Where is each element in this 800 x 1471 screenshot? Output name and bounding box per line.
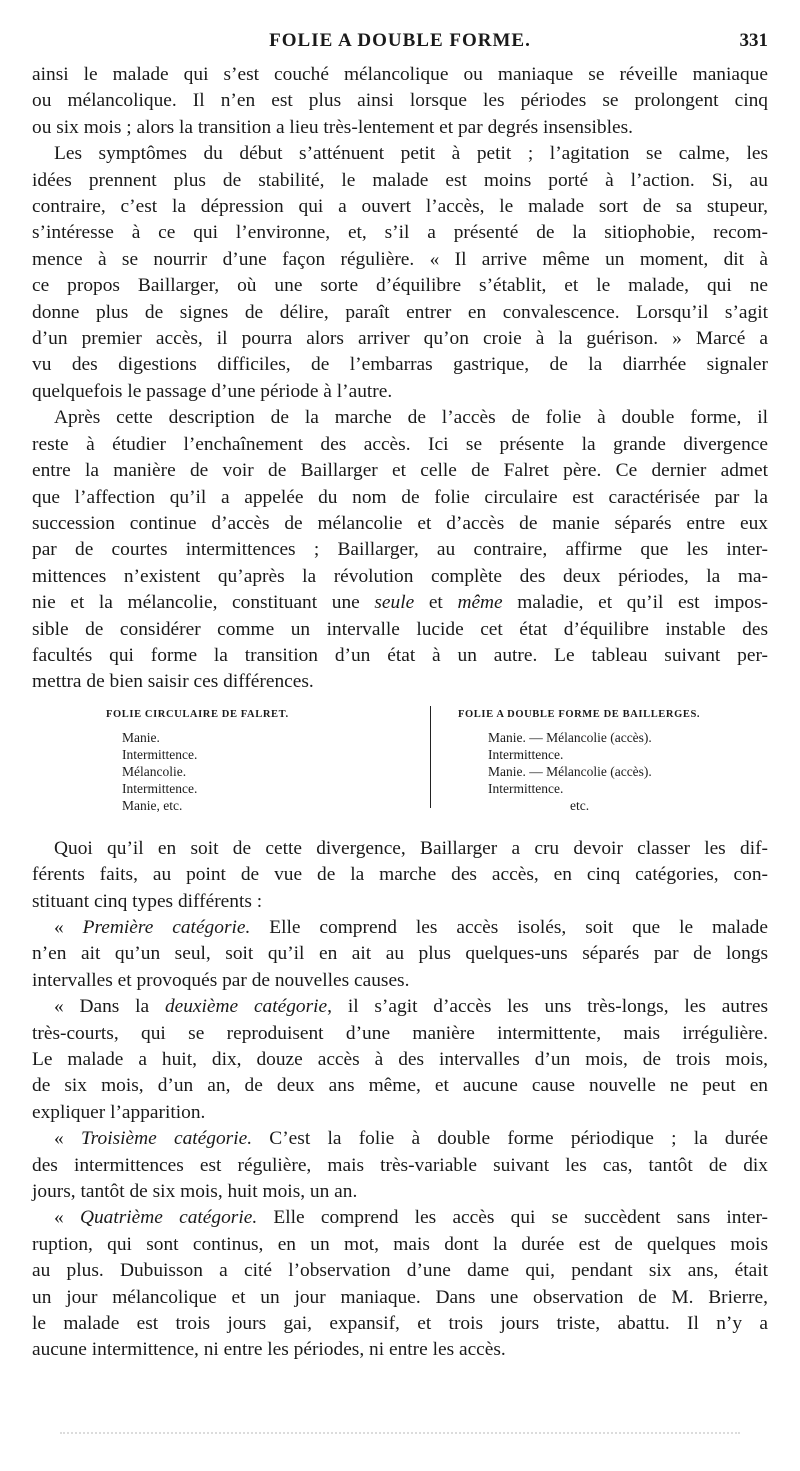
text-line: expliquer l’apparition. bbox=[32, 1101, 206, 1123]
text-line: Quoi qu’il en soit de cette divergence, Baillarger a cru devoir classer les dif- bbox=[54, 837, 768, 859]
category-label: deuxième catégorie bbox=[164, 996, 328, 1018]
text-line: le malade est trois jours gai, expansif, et trois jours triste, abattu. Il n’y a bbox=[32, 1313, 768, 1335]
comparison-table bbox=[32, 706, 768, 822]
text-line bbox=[32, 1205, 768, 1231]
text-line bbox=[32, 915, 768, 941]
paragraph-divergence bbox=[32, 405, 768, 695]
text-line: n’en ait qu’un seul, soit qu’il en ait au plus quelques-uns séparés par de longs bbox=[32, 943, 768, 965]
table-entry: Intermittence. bbox=[488, 780, 564, 796]
emphasis-seule: seule bbox=[374, 592, 415, 614]
table-entry-etc: etc. bbox=[570, 797, 590, 813]
text-run: et bbox=[414, 592, 458, 614]
category-label: Troisième catégorie. bbox=[80, 1128, 253, 1150]
table-column-baillarger bbox=[458, 706, 700, 814]
text-line: ou mélancolique. Il n’en est plus ainsi lorsque les périodes se prolongent cinq bbox=[32, 90, 768, 112]
text-line: des intermittences est régulière, mais très-variable suivant les cas, tantôt de dix bbox=[32, 1154, 768, 1176]
text-line: vu des digestions difficiles, de l’embarras gastrique, de la diarrhée signaler bbox=[32, 354, 768, 376]
text-line: par de courtes intermittences ; Baillarger, au contraire, affirme que les inter- bbox=[32, 539, 768, 561]
page-number: 331 bbox=[739, 30, 768, 51]
table-entry: Intermittence. bbox=[122, 780, 198, 796]
text-run: « Dans la bbox=[54, 996, 165, 1018]
text-line: de six mois, d’un an, de deux ans même, et aucune cause nouvelle ne peut en bbox=[32, 1075, 768, 1097]
text-line: jours, tantôt de six mois, huit mois, un an. bbox=[32, 1181, 358, 1203]
table-entry: Manie. — Mélancolie (accès). bbox=[488, 763, 652, 779]
text-line: contraire, c’est la dépression qui a ouvert l’accès, le malade sort de sa stupeur, bbox=[32, 196, 768, 218]
quote-mark: « bbox=[54, 1207, 80, 1229]
running-title: FOLIE A DOUBLE FORME. bbox=[269, 30, 531, 51]
table-entry: Mélancolie. bbox=[122, 763, 187, 779]
table-entry: Manie, etc. bbox=[122, 797, 183, 813]
quote-mark: « bbox=[54, 916, 83, 938]
text-line: aucune intermittence, ni entre les périodes, ni entre les accès. bbox=[32, 1339, 506, 1361]
text-line: ruption, qui sont continus, en un mot, mais dont la durée est de quelques mois bbox=[32, 1233, 768, 1255]
page-body bbox=[32, 62, 768, 1364]
text-line: au plus. Dubuisson a cité l’observation d’une dame qui, pendant six ans, était bbox=[32, 1260, 768, 1282]
text-line: s’intéresse à ce qui l’environne, et, s’il a présenté de la sitiophobie, recom- bbox=[32, 222, 768, 244]
text-line: ainsi le malade qui s’est couché mélancolique ou maniaque se réveille maniaque bbox=[32, 64, 768, 85]
column-heading: FOLIE A DOUBLE FORME DE BAILLERGES. bbox=[458, 708, 701, 720]
text-line: ou six mois ; alors la transition a lieu très-lentement et par degrés insensibles. bbox=[32, 116, 633, 138]
text-line: idées prennent plus de stabilité, le malade est moins porté à l’action. Si, au bbox=[32, 169, 768, 191]
text-line: entre la manière de voir de Baillarger et celle de Falret père. Ce dernier admet bbox=[32, 460, 768, 482]
text-line: quelquefois le passage d’une période à l’autre. bbox=[32, 380, 393, 402]
text-line bbox=[32, 994, 768, 1020]
text-line: succession continue d’accès de mélancolie et d’accès de manie séparés entre eux bbox=[32, 512, 768, 534]
text-line bbox=[32, 1126, 768, 1152]
text-run: nie et la mélancolie, constituant une bbox=[32, 592, 375, 614]
text-line: sible de considérer comme un intervalle lucide cet état d’équilibre instable des bbox=[32, 618, 768, 640]
text-run: C’est la folie à double forme périodique ; la durée bbox=[252, 1128, 768, 1150]
bleed-through-marks bbox=[60, 1432, 740, 1440]
emphasis-meme: même bbox=[457, 592, 503, 614]
text-line: que l’affection qu’il a appelée du nom de folie circulaire est caractérisée par la bbox=[32, 486, 768, 508]
column-heading: FOLIE CIRCULAIRE DE FALRET. bbox=[106, 708, 289, 720]
text-line bbox=[32, 590, 768, 616]
category-label: Quatrième catégorie. bbox=[79, 1207, 258, 1229]
paragraph-category-2 bbox=[32, 994, 768, 1126]
text-line: Après cette description de la marche de l’accès de folie à double forme, il bbox=[54, 407, 768, 429]
running-header bbox=[32, 30, 768, 56]
text-line: mence à se nourrir d’une façon régulière. « Il arrive même un moment, dit à bbox=[32, 248, 768, 270]
text-line: mettra de bien saisir ces différences. bbox=[32, 671, 314, 693]
text-line: mittences n’existent qu’après la révolution complète des deux périodes, la ma- bbox=[32, 565, 768, 587]
text-line: stituant cinq types différents : bbox=[32, 890, 263, 912]
text-run: Elle comprend les accès qui se succèdent sans inter- bbox=[257, 1207, 768, 1229]
text-line: reste à étudier l’enchaînement des accès. Ici se présente la grande divergence bbox=[32, 433, 768, 455]
paragraph-category-1 bbox=[32, 915, 768, 994]
table-column-falret bbox=[106, 706, 289, 814]
paragraph-continuation bbox=[32, 62, 768, 141]
text-line: ce propos Baillarger, où une sorte d’équilibre s’établit, et le malade, qui ne bbox=[32, 275, 768, 297]
table-entry: Intermittence. bbox=[488, 746, 564, 762]
table-entry: Intermittence. bbox=[122, 746, 198, 762]
text-run: maladie, et qu’il est impos- bbox=[502, 592, 768, 614]
paragraph-category-3 bbox=[32, 1126, 768, 1205]
text-line: férents faits, au point de vue de la marche des accès, en cinq catégories, con- bbox=[32, 864, 768, 886]
quote-mark: « bbox=[54, 1128, 81, 1150]
text-line: donne plus de signes de délire, paraît entrer en convalescence. Lorsqu’il s’agit bbox=[32, 301, 768, 323]
text-line: très-courts, qui se reproduisent d’une manière intermittente, mais irrégulière. bbox=[32, 1022, 768, 1044]
table-entry: Manie. bbox=[122, 729, 160, 745]
text-line: Le malade a huit, dix, douze accès à des intervalles d’un mois, de trois mois, bbox=[32, 1049, 768, 1070]
paragraph-category-4 bbox=[32, 1205, 768, 1363]
paragraph-categories-intro bbox=[32, 836, 768, 915]
text-line: facultés qui forme la transition d’un état à un autre. Le tableau suivant per- bbox=[32, 644, 768, 666]
text-run: Elle comprend les accès isolés, soit que le malade bbox=[250, 916, 768, 938]
column-divider bbox=[430, 706, 431, 808]
text-line: intervalles et provoqués par de nouvelles causes. bbox=[32, 969, 410, 991]
text-line: d’un premier accès, il pourra alors arriver qu’on croie à la guérison. » Marcé a bbox=[32, 328, 768, 350]
category-label: Première catégorie. bbox=[82, 916, 251, 938]
text-line: un jour mélancolique et un jour maniaque. Dans une observation de M. Brierre, bbox=[32, 1286, 768, 1308]
text-run: , il s’agit d’accès les uns très-longs, les autres bbox=[327, 996, 768, 1018]
table-entry: Manie. — Mélancolie (accès). bbox=[488, 729, 652, 745]
paragraph-symptoms bbox=[32, 141, 768, 405]
text-line: Les symptômes du début s’atténuent petit à petit ; l’agitation se calme, les bbox=[54, 143, 768, 165]
